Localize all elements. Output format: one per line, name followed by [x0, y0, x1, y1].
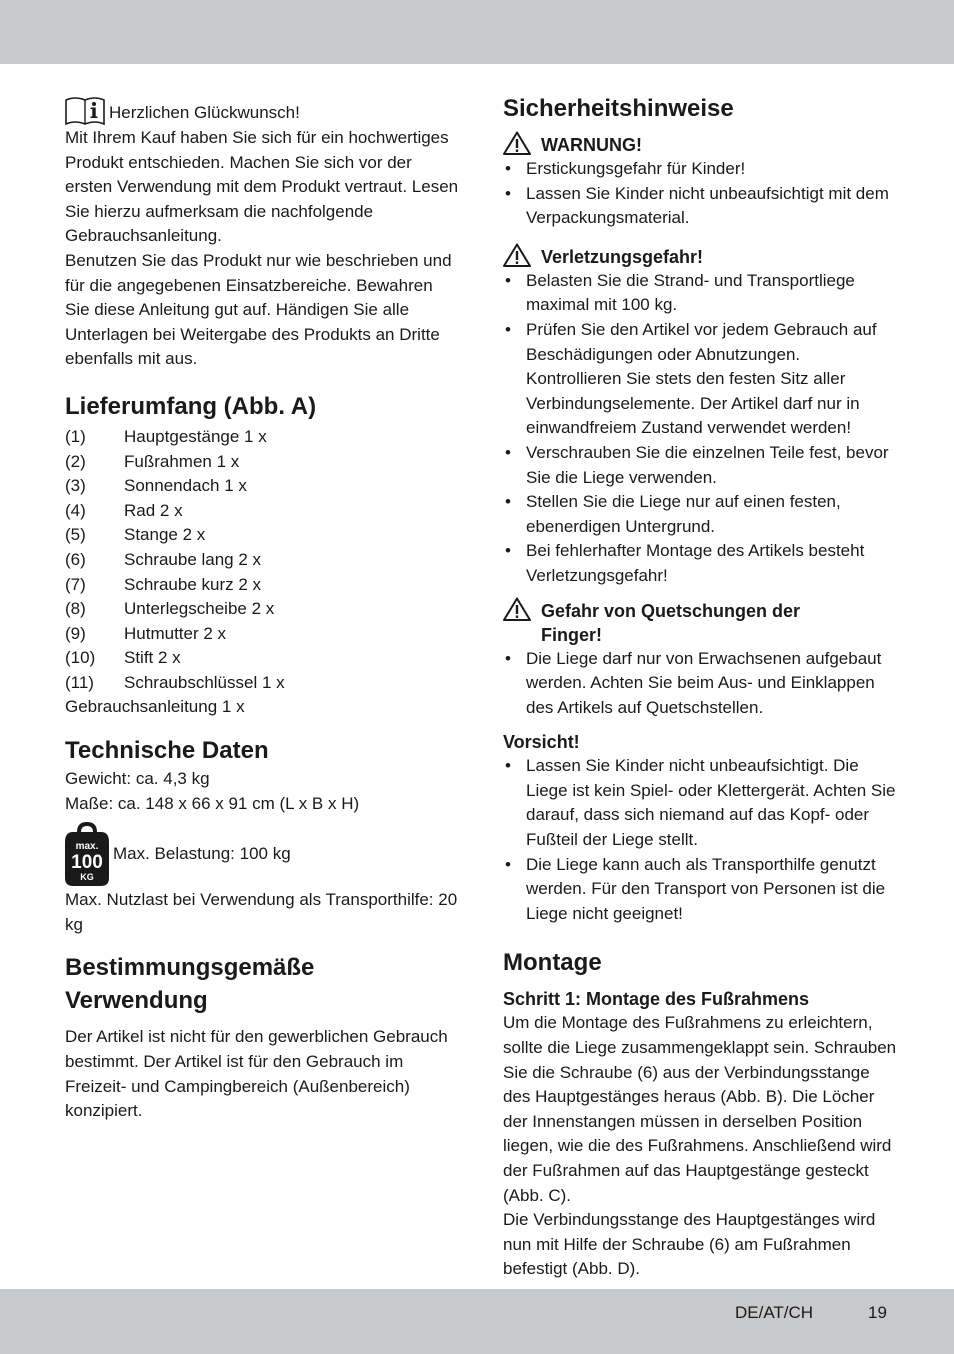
svg-text:100: 100 [71, 852, 103, 874]
injury-list [503, 269, 898, 589]
page-number: 19 [868, 1303, 887, 1322]
safety-title: Sicherheitshinweise [503, 95, 734, 122]
warning-heading: WARNUNG! [503, 133, 898, 157]
pinch-list [503, 647, 898, 721]
warning-triangle-icon [503, 243, 531, 267]
list-item: (7) Schraube kurz 2 x [65, 574, 262, 594]
list-item: (8) Unterlegscheibe 2 x [65, 599, 275, 619]
intro-heading [65, 96, 460, 126]
list-item: (4) Rad 2 x [65, 500, 183, 520]
dimensions-text: Maße: ca. 148 x 66 x 91 cm (L x B x H) [65, 793, 360, 813]
list-item: • Lassen Sie Kinder nicht unbeaufsichtigt mit dem Verpackungsmaterial. [503, 182, 898, 231]
pinch-heading: Gefahr von Quetschungen der Finger! [503, 599, 898, 647]
list-item: (9) Hutmutter 2 x [65, 623, 227, 643]
intended-use-title: Bestimmungsgemäße Verwendung [65, 954, 315, 1015]
injury-heading: Verletzungsgefahr! [503, 245, 898, 269]
max-load-text: Max. Belastung: 100 kg [113, 843, 291, 863]
warning-triangle-icon [503, 597, 531, 621]
scope-list [65, 425, 460, 696]
caution-list [503, 754, 898, 926]
list-item: (5) Stange 2 x [65, 525, 206, 545]
intended-use-text: Der Artikel ist nicht für den gewerblichen Gebrauch bestimmt. Der Artikel ist für den Gebrauch im Freizeit- und Campingbereich (Außenbereich) konzipiert. [65, 1027, 448, 1121]
scope-title: Lieferumfang (Abb. A) [65, 392, 317, 420]
intended-use-section [65, 951, 460, 1123]
info-book-icon [65, 96, 105, 126]
list-item: • Verschrauben Sie die einzelnen Teile fest, bevor Sie die Liege verwenden. [503, 441, 898, 490]
list-item: (1) Hauptgestänge 1 x [65, 426, 267, 446]
manual-item: Gebrauchsanleitung 1 x [65, 697, 245, 717]
list-item: (11) Schraubschlüssel 1 x [65, 672, 285, 692]
assembly-title: Montage [503, 949, 602, 977]
greeting: Herzlichen Glückwunsch! [109, 103, 300, 123]
footer-region: DE/AT/CH [735, 1303, 814, 1322]
svg-text:max.: max. [75, 841, 99, 853]
payload-text: Max. Nutzlast bei Verwendung als Transporthilfe: 20 kg [65, 890, 458, 934]
list-item: (2) Fußrahmen 1 x [65, 451, 240, 471]
list-item: • Prüfen Sie den Artikel vor jedem Gebrauch auf Beschädigungen oder Abnutzungen. Kontrollieren Sie stets den festen Sitz aller Verbindungselemente. Der Artikel darf nur in einwandfreiem Zustand verwendet werden! [503, 318, 898, 441]
list-item: • Die Liege darf nur von Erwachsenen aufgebaut werden. Achten Sie beim Aus- und Einklappen des Artikels auf Quetschstellen. [503, 647, 898, 721]
svg-text:KG: KG [80, 872, 94, 883]
list-item: • Stellen Sie die Liege nur auf einen festen, ebenerdigen Untergrund. [503, 490, 898, 539]
list-item: • Lassen Sie Kinder nicht unbeaufsichtigt. Die Liege ist kein Spiel- oder Klettergerät. Achten Sie darauf, dass sich niemand auf das Kopf- oder Fußteil der Liege stellt. [503, 754, 898, 852]
intro-paragraph-1: Mit Ihrem Kauf haben Sie sich für ein hochwertiges Produkt entschieden. Machen Sie sich vor der ersten Verwendung mit dem Produkt vertraut. Lesen Sie hierzu aufmerksam die nachfolgende Gebrauchsanleitung. [65, 128, 459, 246]
caution-heading: Vorsicht! [503, 732, 580, 753]
intro-paragraph-2: Benutzen Sie das Produkt nur wie beschrieben und für die angegebenen Einsatzbereiche. Bewahren Sie diese Anleitung gut auf. Händigen Sie alle Unterlagen bei Weitergabe des Produkts an Dritte ebenfalls mit aus. [65, 250, 452, 369]
max-load-row [65, 822, 460, 886]
warning-triangle-icon [503, 131, 531, 155]
scope-section [65, 390, 460, 720]
list-item: • Erstickungsgefahr für Kinder! [503, 157, 898, 182]
list-item: • Die Liege kann auch als Transporthilfe genutzt werden. Für den Transport von Personen ist die Liege nicht geeignet! [503, 853, 898, 927]
weight-text: Gewicht: ca. 4,3 kg [65, 769, 210, 789]
list-item: • Bei fehlerhafter Montage des Artikels besteht Verletzungsgefahr! [503, 539, 898, 588]
list-item: • Belasten Sie die Strand- und Transportliege maximal mit 100 kg. [503, 269, 898, 318]
list-item: (3) Sonnendach 1 x [65, 476, 247, 496]
right-column [503, 92, 898, 1282]
assembly-paragraph-1: Um die Montage des Fußrahmens zu erleichtern, sollte die Liege zusammengeklappt sein. Schrauben Sie die Schraube (6) aus der Verbindungsstange des Hauptgestänges heraus (Abb. B). Die Löcher der Innenstangen müssen in derselben Position liegen, wie die des Fußrahmens. Anschließend wird der Fußrahmen auf das Hauptgestänge gesteckt (Abb. C). [503, 1013, 897, 1205]
assembly-paragraph-2: Die Verbindungsstange des Hauptgestänges wird nun mit Hilfe der Schraube (6) am Fußrahmen befestigt (Abb. D). [503, 1210, 876, 1279]
list-item: (6) Schraube lang 2 x [65, 549, 262, 569]
list-item: (10) Stift 2 x [65, 648, 181, 668]
warning-list [503, 157, 898, 231]
max-load-weight-icon [65, 822, 109, 886]
left-column [65, 96, 460, 1124]
step1-title: Schritt 1: Montage des Fußrahmens [503, 989, 810, 1010]
tech-section [65, 734, 460, 937]
tech-title: Technische Daten [65, 737, 269, 765]
top-band [0, 0, 954, 64]
